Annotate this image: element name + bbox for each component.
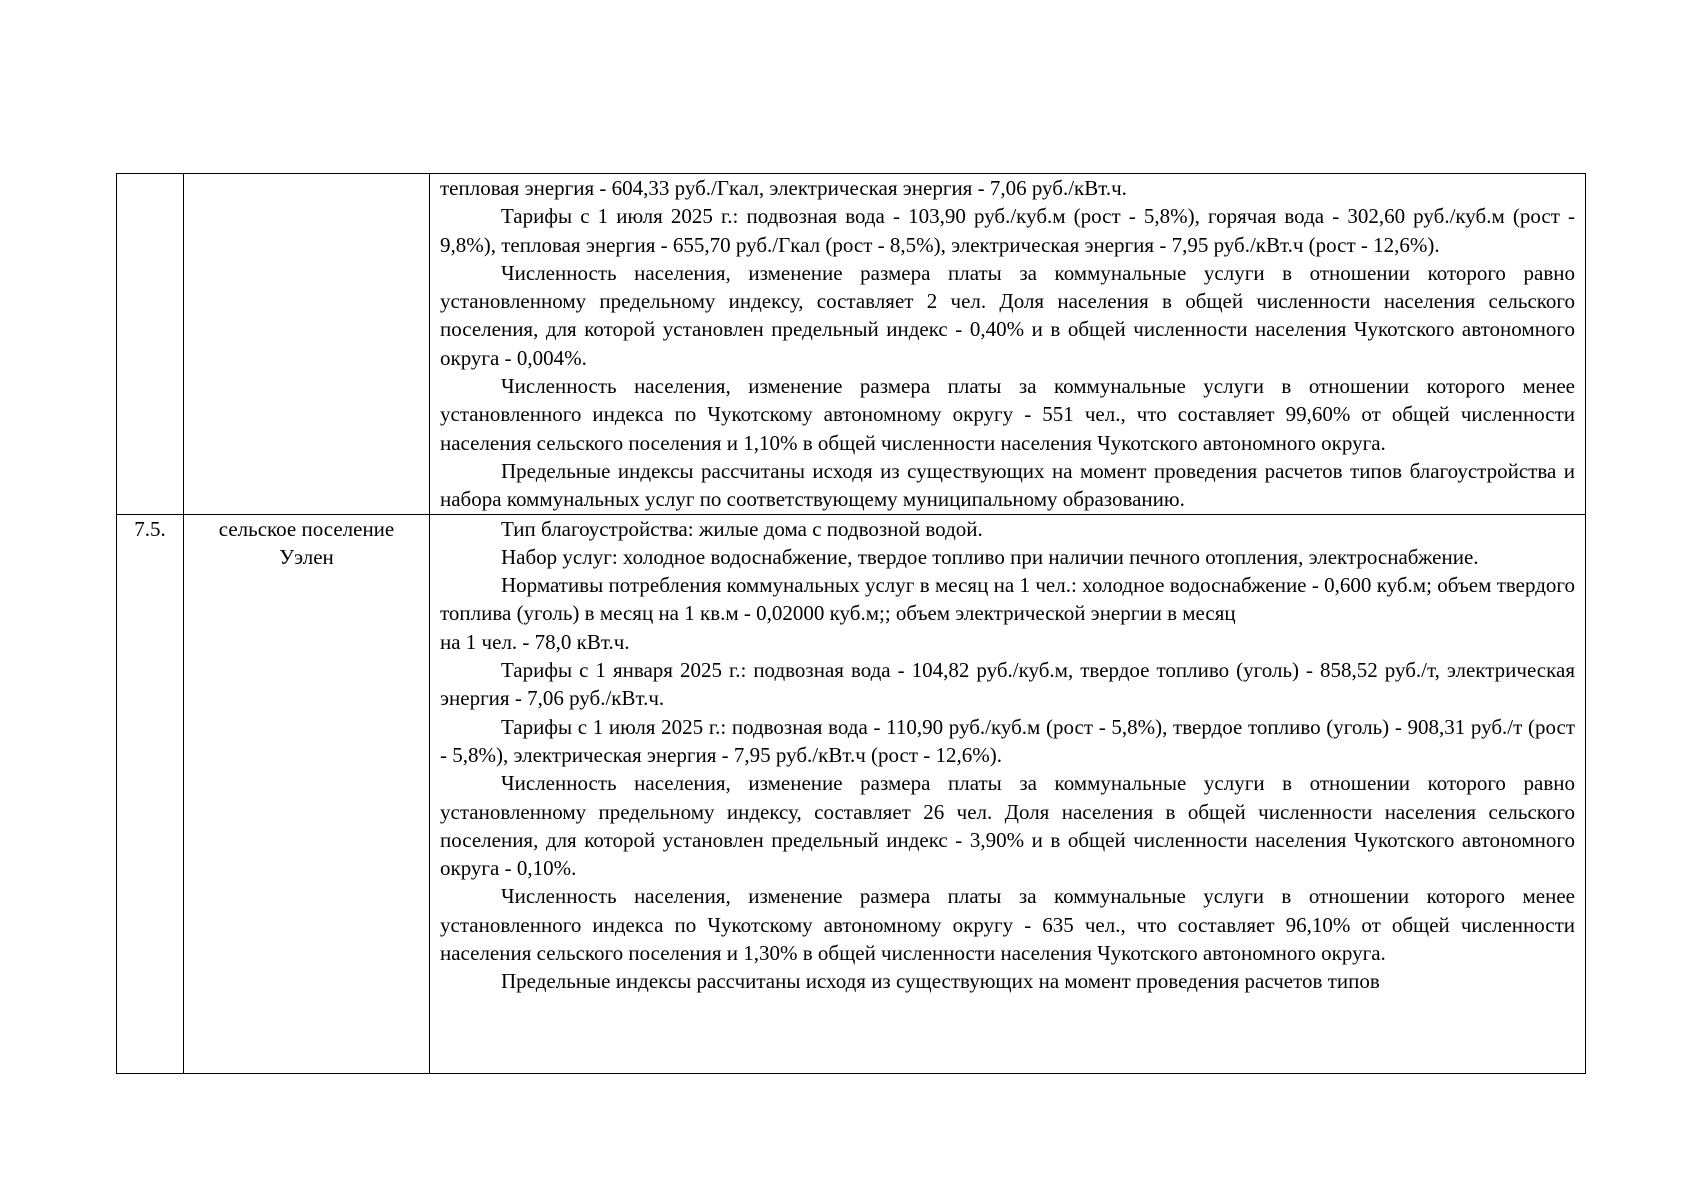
settlement-name-line: сельское поселение — [218, 516, 395, 541]
paragraph: на 1 чел. - 78,0 кВт.ч. — [440, 629, 630, 654]
paragraph: Тарифы с 1 июля 2025 г.: подвозная вода - 103,90 руб./куб.м (рост - 5,8%), горячая вода - 302,60 руб./куб.м (рост - 9,8%), тепловая энергия - 655,70 руб./Гкал (рост - 8,5%), электрическая энергия - 7,95 руб./кВт.ч (рост - 12,6%). — [440, 204, 1575, 257]
paragraph: Численность населения, изменение размера платы за коммунальные услуги в отношении которого равно установленному предельному индексу, составляет 2 чел. Доля населения в общей численности населения сельского поселения, для которой установлен предельный индекс - 0,40% и в общей численности населения Чукотского автономного округа - 0,004%. — [440, 260, 1575, 370]
row-number-cell — [117, 174, 184, 515]
paragraph: Тарифы с 1 января 2025 г.: подвозная вода - 104,82 руб./куб.м, твердое топливо (уголь) - 858,52 руб./т, электрическая энергия - 7,06 руб./кВт.ч. — [440, 658, 1575, 711]
tariff-table — [116, 173, 1586, 1074]
description-cell — [430, 174, 1586, 515]
paragraph: Тарифы с 1 июля 2025 г.: подвозная вода - 110,90 руб./куб.м (рост - 5,8%), твердое топливо (уголь) - 908,31 руб./т (рост - 5,8%), электрическая энергия - 7,95 руб./кВт.ч (рост - 12,6%). — [440, 714, 1575, 767]
paragraph: Нормативы потребления коммунальных услуг в месяц на 1 чел.: холодное водоснабжение - 0,600 куб.м; объем твердого топлива (уголь) в месяц на 1 кв.м - 0,02000 куб.м;; объем электрической энергии в месяц — [440, 573, 1575, 626]
settlement-name-cell — [184, 174, 430, 515]
settlement-name-cell — [184, 514, 430, 1073]
paragraph: тепловая энергия - 604,33 руб./Гкал, электрическая энергия - 7,06 руб./кВт.ч. — [440, 176, 1127, 200]
paragraph: Набор услуг: холодное водоснабжение, твердое топливо при наличии печного отопления, электроснабжение. — [501, 544, 1479, 569]
paragraph: Численность населения, изменение размера платы за коммунальные услуги в отношении которого менее установленного индекса по Чукотскому автономному округу - 635 чел., что составляет 96,10% от общей численности населения сельского поселения и 1,30% в общей численности населения Чукотского автономного округа. — [440, 884, 1575, 966]
paragraph: Тип благоустройства: жилые дома с подвозной водой. — [501, 516, 983, 541]
table-row — [117, 514, 1586, 1073]
paragraph: Предельные индексы рассчитаны исходя из существующих на момент проведения расчетов типов благоустройства и набора коммунальных услуг по соответствующему муниципальному образованию. — [440, 458, 1575, 512]
paragraph: Численность населения, изменение размера платы за коммунальные услуги в отношении которого менее установленного индекса по Чукотскому автономному округу - 551 чел., что составляет 99,60% от общей численности населения сельского поселения и 1,10% в общей численности населения Чукотского автономного округа. — [440, 374, 1575, 455]
row-number: 7.5. — [134, 516, 166, 541]
row-number-cell — [117, 514, 184, 1073]
paragraph: Численность населения, изменение размера платы за коммунальные услуги в отношении которого равно установленному предельному индексу, составляет 26 чел. Доля населения в общей численности населения сельского поселения, для которой установлен предельный индекс - 3,90% и в общей численности населения Чукотского автономного округа - 0,10%. — [440, 771, 1575, 881]
description-cell — [430, 514, 1586, 1073]
settlement-name-line: Уэлен — [279, 544, 334, 569]
description-text — [440, 515, 1575, 1073]
paragraph: Предельные индексы рассчитаны исходя из существующих на момент проведения расчетов типов — [501, 969, 1380, 994]
table-row — [117, 174, 1586, 515]
